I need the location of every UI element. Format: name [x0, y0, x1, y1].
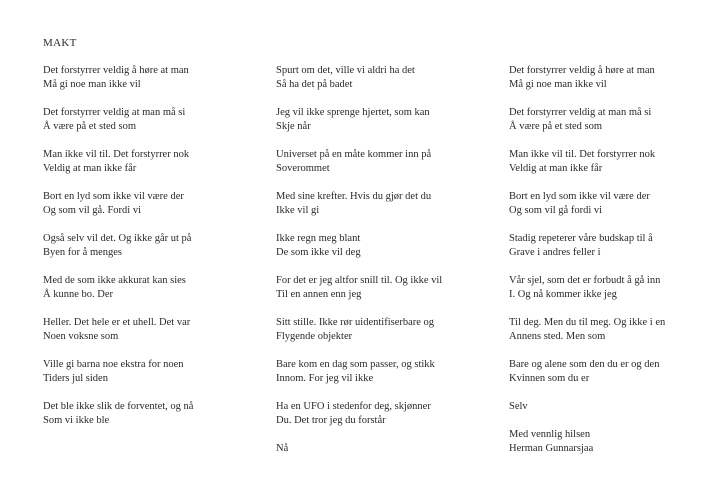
- poem-line: Med de som ikke akkurat kan sies: [43, 275, 186, 286]
- poem-line: Å være på et sted som: [43, 121, 137, 132]
- poem-line: Og som vil gå fordi vi: [509, 205, 603, 216]
- poem-line: Bort en lyd som ikke vil være der: [43, 191, 184, 202]
- stanza: [276, 148, 491, 176]
- poem-line: Til en annen enn jeg: [276, 289, 362, 300]
- poem-line: Herman Gunnarsjaa: [509, 443, 594, 454]
- poem-line: Må gi noe man ikke vil: [43, 79, 141, 90]
- stanza: [43, 358, 258, 386]
- stanza: [43, 316, 258, 344]
- stanza: [509, 232, 709, 260]
- poem-line: Ikke vil gi: [276, 205, 320, 216]
- poem-line: Ha en UFO i stedenfor deg, skjønner: [276, 401, 431, 412]
- stanza: [43, 148, 258, 176]
- stanza: [509, 190, 709, 218]
- poem-line: Veldig at man ikke får: [43, 163, 137, 174]
- poem-column-2: [276, 64, 491, 470]
- poem-line: Tiders jul siden: [43, 373, 108, 384]
- poem-line: Heller. Det hele er et uhell. Det var: [43, 317, 191, 328]
- stanza: [509, 358, 709, 386]
- poem-line: Annens sted. Men som: [509, 331, 606, 342]
- poem-line: Det forstyrrer veldig at man må si: [509, 107, 652, 118]
- poem-line: Sitt stille. Ikke rør uidentifiserbare og: [276, 317, 435, 328]
- poem-line: Grave i andres feller i: [509, 247, 601, 258]
- poem-line: Stadig repeterer våre budskap til å: [509, 233, 653, 244]
- poem-line: Man ikke vil til. Det forstyrrer nok: [509, 149, 656, 160]
- stanza: [276, 64, 491, 92]
- stanza: [43, 232, 258, 260]
- poem-line: Noen voksne som: [43, 331, 119, 342]
- poem-line: Byen for å menges: [43, 247, 123, 258]
- poem-line: Så ha det på badet: [276, 79, 353, 90]
- poem-line: Ikke regn meg blant: [276, 233, 361, 244]
- poem-line: Veldig at man ikke får: [509, 163, 603, 174]
- stanza: [509, 428, 709, 456]
- poem-line: Å være på et sted som: [509, 121, 603, 132]
- stanza: [43, 400, 258, 428]
- stanza: [509, 148, 709, 176]
- poem-line: For det er jeg altfor snill til. Og ikke vil: [276, 275, 443, 286]
- poem-line: Innom. For jeg vil ikke: [276, 373, 374, 384]
- poem-line: Man ikke vil til. Det forstyrrer nok: [43, 149, 190, 160]
- poem-line: Jeg vil ikke sprenge hjertet, som kan: [276, 107, 430, 118]
- poem-line: Kvinnen som du er: [509, 373, 590, 384]
- poem-line: Vår sjel, som det er forbudt å gå inn: [509, 275, 661, 286]
- poem-line: De som ikke vil deg: [276, 247, 361, 258]
- stanza: [43, 106, 258, 134]
- stanza: [276, 316, 491, 344]
- poem-column-3: [509, 64, 709, 470]
- poem-line: Bare og alene som den du er og den: [509, 359, 660, 370]
- poem-line: Selv: [509, 401, 528, 412]
- poem-line: Spurt om det, ville vi aldri ha det: [276, 65, 415, 76]
- poem-line: Flygende objekter: [276, 331, 353, 342]
- stanza: [509, 106, 709, 134]
- poem-line: Ville gi barna noe ekstra for noen: [43, 359, 184, 370]
- stanza: [509, 64, 709, 92]
- stanza: [276, 442, 491, 456]
- poem-line: Du. Det tror jeg du forstår: [276, 415, 386, 426]
- poem-line: Til deg. Men du til meg. Og ikke i en: [509, 317, 666, 328]
- poem-line: Med vennlig hilsen: [509, 429, 591, 440]
- stanza: [509, 316, 709, 344]
- stanza: [276, 274, 491, 302]
- poem-line: Det forstyrrer veldig å høre at man: [509, 65, 655, 76]
- poem-column-1: [43, 64, 258, 442]
- stanza: [43, 190, 258, 218]
- stanza: [276, 190, 491, 218]
- poem-line: Bort en lyd som ikke vil være der: [509, 191, 650, 202]
- poem-line: Det forstyrrer veldig at man må si: [43, 107, 186, 118]
- poem-line: Soverommet: [276, 163, 330, 174]
- stanza: [43, 274, 258, 302]
- stanza: [509, 274, 709, 302]
- poem-line: Det forstyrrer veldig å høre at man: [43, 65, 189, 76]
- poem-line: Universet på en måte kommer inn på: [276, 149, 432, 160]
- stanza: [43, 64, 258, 92]
- poem-line: Nå: [276, 443, 289, 454]
- poem-line: Bare kom en dag som passer, og stikk: [276, 359, 435, 370]
- poem-line: Og som vil gå. Fordi vi: [43, 205, 142, 216]
- stanza: [276, 106, 491, 134]
- poem-line: Det ble ikke slik de forventet, og nå: [43, 401, 194, 412]
- poem-title: MAKT: [43, 37, 77, 49]
- stanza: [509, 400, 709, 414]
- poem-line: Som vi ikke ble: [43, 415, 110, 426]
- stanza: [276, 400, 491, 428]
- poem-line: I. Og nå kommer ikke jeg: [509, 289, 617, 300]
- poem-line: Skje når: [276, 121, 311, 132]
- poem-line: Å kunne bo. Der: [43, 289, 113, 300]
- poem-line: Også selv vil det. Og ikke går ut på: [43, 233, 192, 244]
- poem-line: Må gi noe man ikke vil: [509, 79, 607, 90]
- stanza: [276, 358, 491, 386]
- poem-line: Med sine krefter. Hvis du gjør det du: [276, 191, 432, 202]
- stanza: [276, 232, 491, 260]
